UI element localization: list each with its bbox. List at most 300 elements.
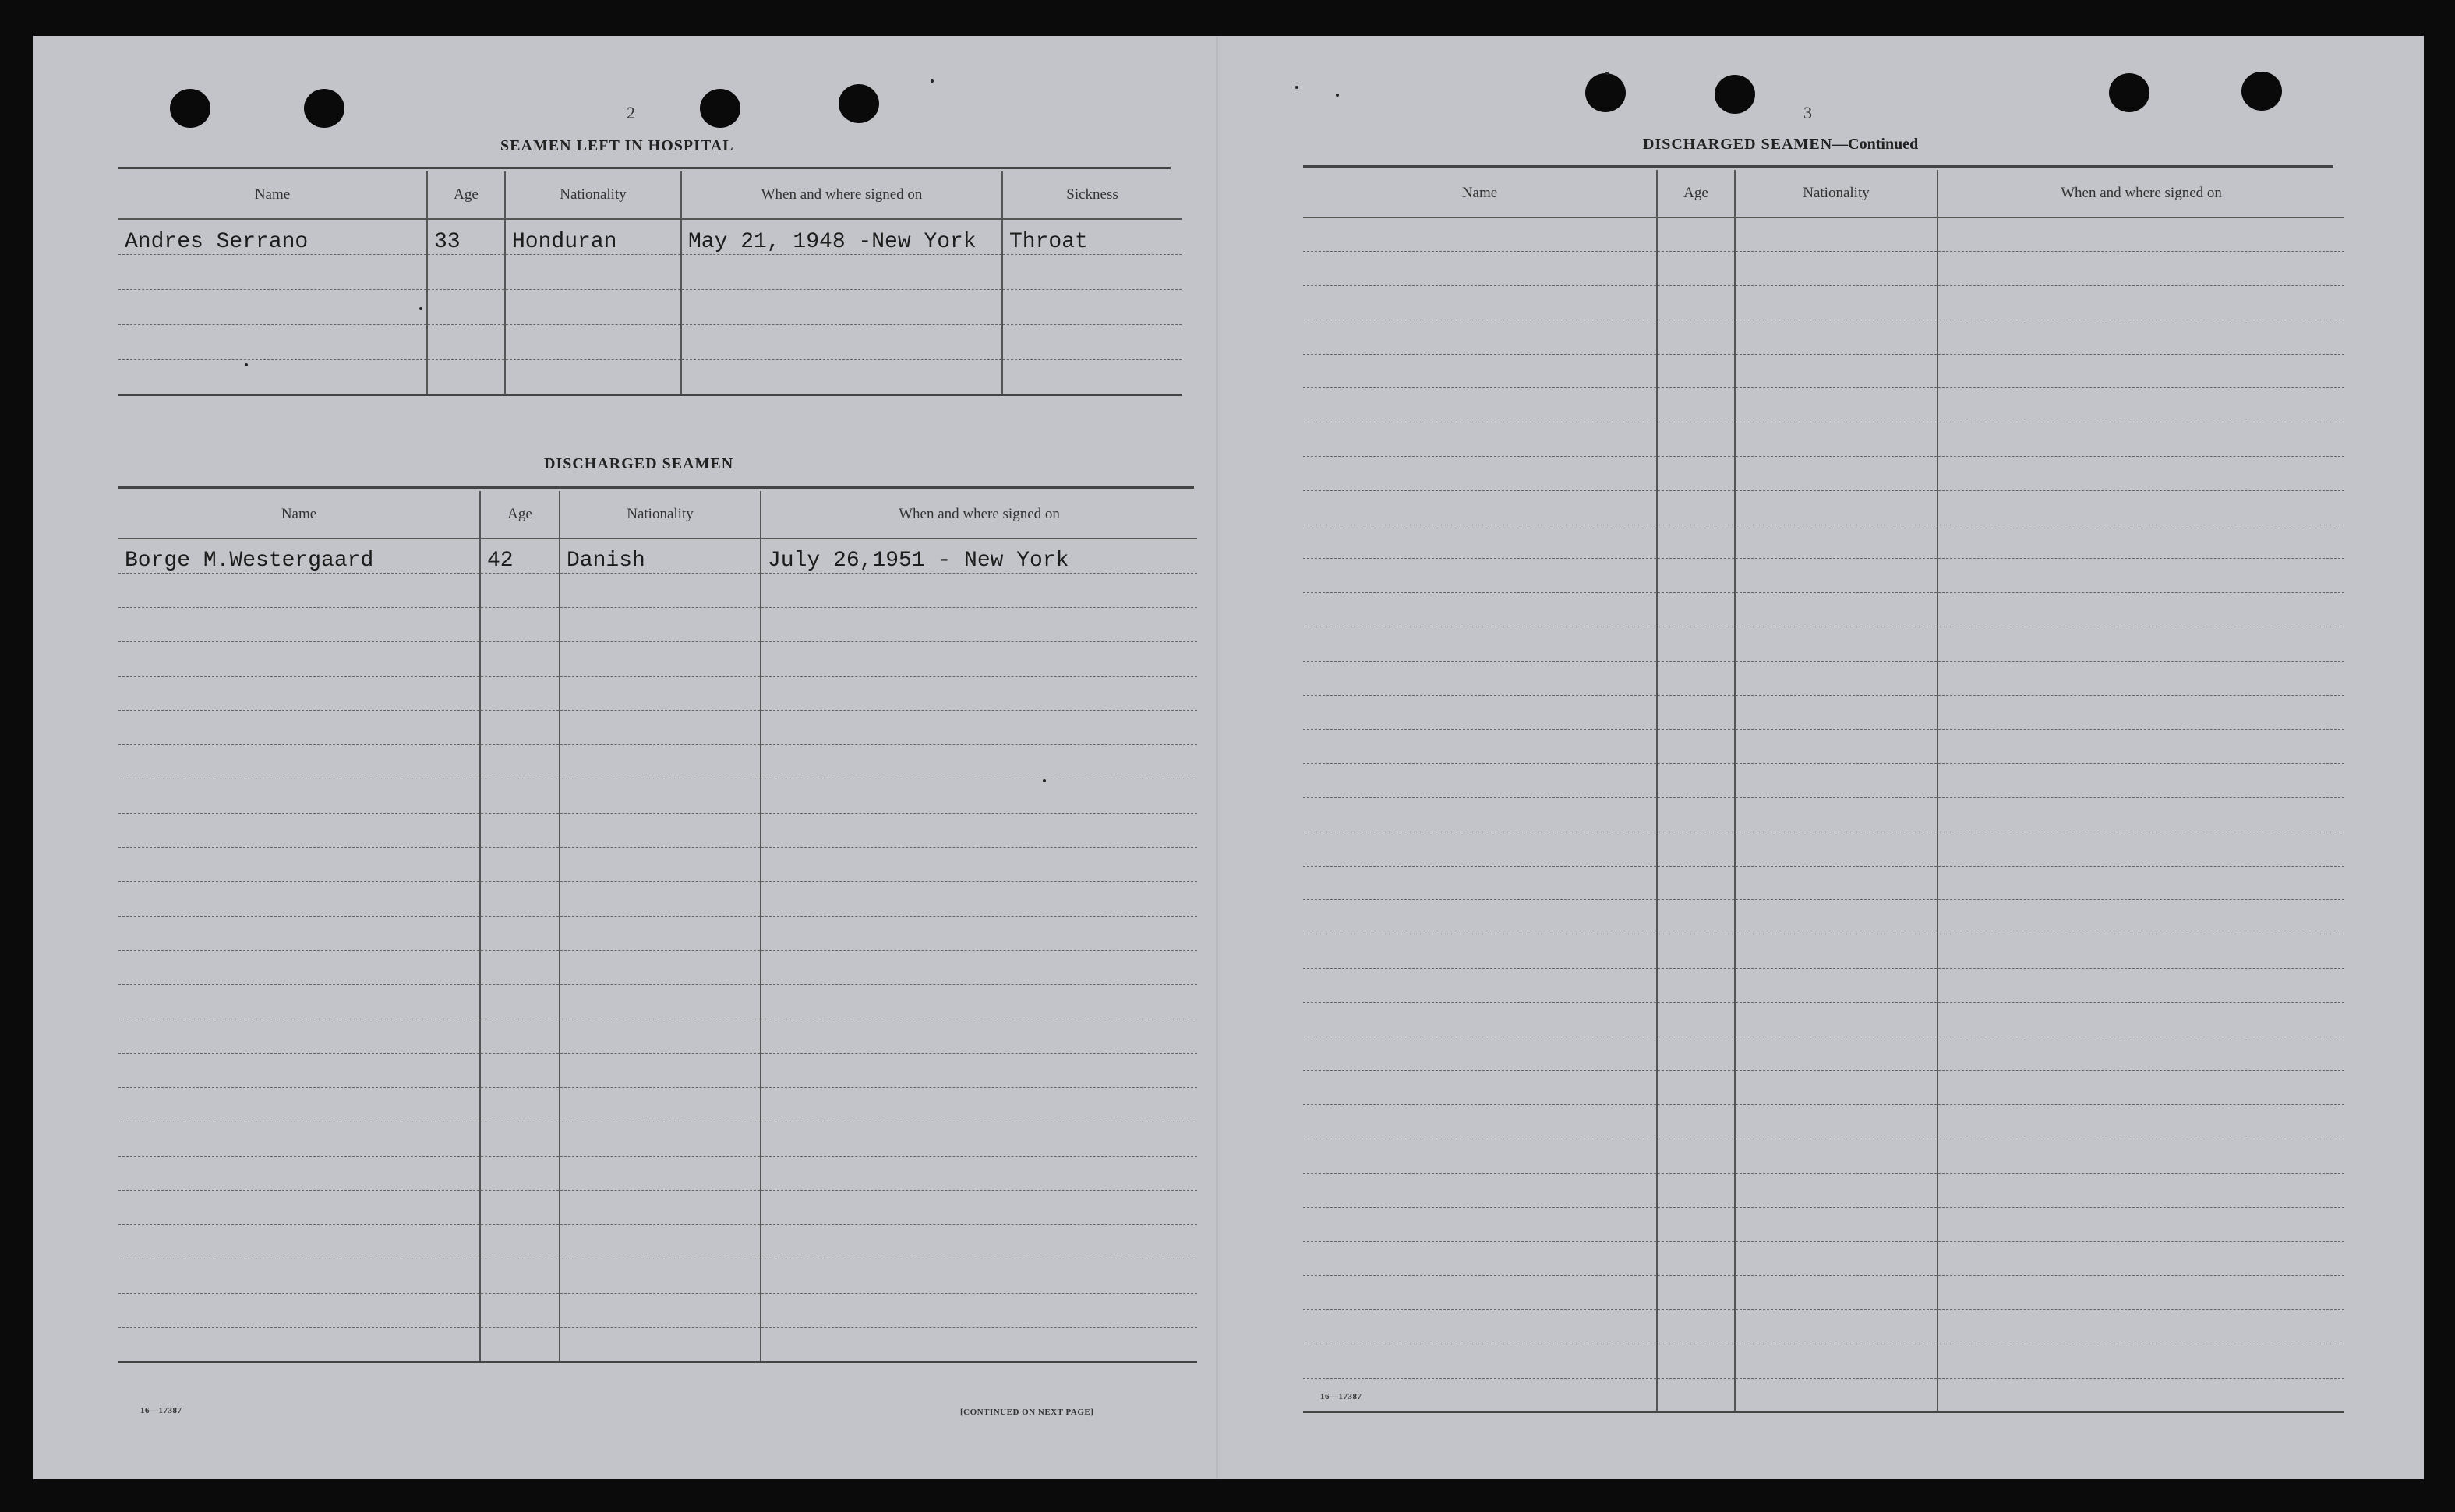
table-cell <box>761 710 1197 744</box>
table-row <box>118 1293 1197 1327</box>
table-cell <box>560 573 761 607</box>
punch-hole <box>1715 75 1755 114</box>
table-cell <box>761 881 1197 916</box>
table-cell <box>1938 1310 2344 1344</box>
table-row <box>1303 798 2344 832</box>
divider-line <box>118 486 1194 489</box>
table-cell <box>1938 1344 2344 1378</box>
table-cell <box>118 1259 480 1293</box>
table-row <box>118 984 1197 1019</box>
page-number: 3 <box>1803 103 1812 122</box>
table-cell <box>1735 422 1938 457</box>
table-cell <box>1938 286 2344 320</box>
table-cell <box>480 1190 560 1224</box>
table-cell <box>560 744 761 779</box>
table-cell: Andres Serrano <box>118 219 427 254</box>
table-header-row <box>118 171 1182 219</box>
table-cell <box>480 1019 560 1053</box>
table-cell <box>1303 1242 1657 1276</box>
table-cell <box>1657 1037 1735 1071</box>
table-cell <box>1938 559 2344 593</box>
table-row <box>1303 593 2344 627</box>
table-cell <box>1657 217 1735 252</box>
table-cell <box>1303 661 1657 695</box>
table-cell <box>1657 1002 1735 1037</box>
table-cell <box>1735 900 1938 934</box>
table-cell <box>681 324 1002 359</box>
table-cell <box>1303 1037 1657 1071</box>
table-cell <box>118 1087 480 1122</box>
table-cell <box>1735 695 1938 730</box>
table-cell <box>560 881 761 916</box>
table-row <box>118 254 1182 289</box>
table-row <box>118 1327 1197 1362</box>
table-cell <box>1657 457 1735 491</box>
table-cell <box>1657 866 1735 900</box>
table-cell: Throat <box>1002 219 1182 254</box>
table-cell <box>1657 490 1735 525</box>
table-cell <box>1735 457 1938 491</box>
table-cell <box>1735 1242 1938 1276</box>
table-cell <box>118 573 480 607</box>
table-cell <box>1938 900 2344 934</box>
table-row <box>1303 1207 2344 1242</box>
table-cell <box>761 1190 1197 1224</box>
table-row <box>118 324 1182 359</box>
table-cell <box>761 984 1197 1019</box>
table-cell <box>118 359 427 394</box>
table-cell <box>118 641 480 676</box>
table-cell <box>761 607 1197 641</box>
table-cell <box>427 324 505 359</box>
table-row <box>1303 1173 2344 1207</box>
table-cell <box>480 607 560 641</box>
table-cell <box>1657 1207 1735 1242</box>
table-row <box>1303 900 2344 934</box>
table-cell <box>1735 730 1938 764</box>
table-cell <box>1657 1105 1735 1139</box>
scan-speck <box>245 363 248 366</box>
table-cell <box>1938 832 2344 866</box>
table-row <box>118 641 1197 676</box>
discharged-continued-title <box>1643 136 1918 154</box>
table-cell <box>1657 934 1735 969</box>
table-cell <box>480 676 560 710</box>
table-cell <box>560 1156 761 1190</box>
table-row <box>118 539 1197 573</box>
table-cell <box>1938 422 2344 457</box>
table-row <box>118 950 1197 984</box>
section-title-main: DISCHARGED SEAMEN <box>1643 136 1833 153</box>
table-cell <box>1938 866 2344 900</box>
table-cell <box>1938 1105 2344 1139</box>
table-cell <box>480 950 560 984</box>
table-cell <box>480 881 560 916</box>
table-cell <box>560 1122 761 1156</box>
table-cell <box>1938 1242 2344 1276</box>
table-cell <box>761 1087 1197 1122</box>
table-cell <box>1735 866 1938 900</box>
table-cell <box>560 607 761 641</box>
column-header: Age <box>480 491 560 539</box>
table-cell <box>1938 798 2344 832</box>
table-cell <box>1938 1378 2344 1412</box>
table-cell <box>761 1293 1197 1327</box>
table-cell <box>1938 661 2344 695</box>
table-cell <box>1938 1173 2344 1207</box>
column-header: When and where signed on <box>761 491 1197 539</box>
table-row <box>1303 354 2344 388</box>
table-row <box>1303 286 2344 320</box>
column-header: Nationality <box>1735 170 1938 217</box>
column-header: When and where signed on <box>681 171 1002 219</box>
table-cell <box>1303 1139 1657 1174</box>
table-cell <box>118 984 480 1019</box>
table-cell <box>560 779 761 813</box>
table-cell <box>480 1327 560 1362</box>
table-row <box>118 289 1182 324</box>
table-row <box>1303 1378 2344 1412</box>
table-row <box>1303 490 2344 525</box>
table-cell <box>1938 695 2344 730</box>
table-cell <box>1657 1344 1735 1378</box>
table-cell <box>560 950 761 984</box>
table-row <box>118 1224 1197 1259</box>
table-cell <box>1303 1173 1657 1207</box>
table-cell <box>1657 900 1735 934</box>
table-cell <box>681 289 1002 324</box>
table-row <box>118 359 1182 394</box>
table-row <box>1303 934 2344 969</box>
table-cell <box>1303 252 1657 286</box>
table-row <box>118 1156 1197 1190</box>
table-cell <box>480 1122 560 1156</box>
table-row <box>1303 457 2344 491</box>
table-cell <box>1657 695 1735 730</box>
scan-speck <box>1336 94 1339 97</box>
table-cell <box>1735 1310 1938 1344</box>
column-header: Age <box>1657 170 1735 217</box>
table-cell <box>761 573 1197 607</box>
table-cell <box>761 779 1197 813</box>
table-cell <box>1735 934 1938 969</box>
table-row <box>118 1190 1197 1224</box>
table-cell <box>118 1224 480 1259</box>
discharged-section-title: DISCHARGED SEAMEN <box>544 455 734 472</box>
table-cell <box>1938 217 2344 252</box>
table-cell <box>118 847 480 881</box>
table-cell <box>1303 457 1657 491</box>
table-cell <box>1735 1037 1938 1071</box>
table-cell <box>118 289 427 324</box>
table-header-row <box>118 491 1197 539</box>
table-cell <box>1657 1310 1735 1344</box>
table-cell <box>1735 252 1938 286</box>
table-cell <box>1657 661 1735 695</box>
table-row <box>1303 730 2344 764</box>
section-title-continued: —Continued <box>1832 136 1919 153</box>
table-row <box>1303 1037 2344 1071</box>
table-cell <box>118 744 480 779</box>
page-number: 2 <box>627 103 635 122</box>
scan-speck <box>931 79 934 83</box>
scan-speck <box>419 307 422 310</box>
table-cell <box>1735 1276 1938 1310</box>
table-cell <box>1657 593 1735 627</box>
table-row <box>1303 252 2344 286</box>
table-cell <box>761 1156 1197 1190</box>
table-cell <box>1303 217 1657 252</box>
table-cell <box>1938 730 2344 764</box>
table-row <box>1303 1242 2344 1276</box>
table-cell <box>1735 661 1938 695</box>
table-cell <box>681 254 1002 289</box>
table-cell <box>681 359 1002 394</box>
table-cell <box>118 1053 480 1087</box>
table-cell <box>1657 388 1735 422</box>
table-cell <box>1735 969 1938 1003</box>
table-cell <box>1735 320 1938 354</box>
table-row <box>1303 627 2344 662</box>
table-cell <box>761 1019 1197 1053</box>
table-row <box>118 847 1197 881</box>
table-cell <box>1002 254 1182 289</box>
table-cell <box>1657 1139 1735 1174</box>
table-cell <box>1303 388 1657 422</box>
divider-line <box>1303 165 2333 168</box>
table-row <box>1303 525 2344 559</box>
form-code: 16—17387 <box>1320 1392 1362 1401</box>
table-cell <box>1002 289 1182 324</box>
table-row <box>118 779 1197 813</box>
table-cell <box>1938 252 2344 286</box>
punch-hole <box>2109 73 2149 112</box>
table-cell <box>560 710 761 744</box>
document-sheet <box>33 36 2424 1479</box>
table-cell <box>560 1087 761 1122</box>
table-cell <box>560 1327 761 1362</box>
table-cell <box>1735 627 1938 662</box>
table-row <box>1303 320 2344 354</box>
table-cell <box>118 1190 480 1224</box>
table-cell <box>505 254 681 289</box>
column-header: Age <box>427 171 505 219</box>
table-cell <box>1657 832 1735 866</box>
table-cell <box>560 1019 761 1053</box>
scan-speck <box>1043 779 1046 782</box>
table-cell <box>1657 559 1735 593</box>
table-row <box>1303 1139 2344 1174</box>
table-row <box>1303 559 2344 593</box>
table-row <box>1303 1310 2344 1344</box>
table-cell <box>560 676 761 710</box>
table-cell <box>427 254 505 289</box>
table-header-row <box>1303 170 2344 217</box>
table-cell <box>480 641 560 676</box>
divider-line <box>118 167 1171 169</box>
table-row <box>1303 969 2344 1003</box>
table-row <box>118 607 1197 641</box>
table-cell <box>480 744 560 779</box>
table-cell <box>1735 798 1938 832</box>
table-cell <box>761 676 1197 710</box>
table-cell <box>1938 627 2344 662</box>
table-cell <box>1303 1344 1657 1378</box>
table-cell <box>1735 286 1938 320</box>
punch-hole <box>700 89 740 128</box>
table-cell <box>1303 354 1657 388</box>
table-cell <box>1657 730 1735 764</box>
table-cell <box>1002 359 1182 394</box>
table-cell <box>1938 593 2344 627</box>
table-cell <box>480 1156 560 1190</box>
table-cell <box>505 289 681 324</box>
table-cell <box>480 1224 560 1259</box>
table-cell <box>480 984 560 1019</box>
table-cell <box>118 1156 480 1190</box>
table-cell <box>1657 1071 1735 1105</box>
table-cell <box>761 641 1197 676</box>
table-row <box>118 573 1197 607</box>
table-row <box>118 1087 1197 1122</box>
punch-hole <box>839 84 879 123</box>
table-cell <box>427 359 505 394</box>
scan-speck <box>1295 86 1298 89</box>
table-cell <box>1303 320 1657 354</box>
table-cell: May 21, 1948 -New York <box>681 219 1002 254</box>
table-cell <box>118 1122 480 1156</box>
table-cell <box>427 289 505 324</box>
table-cell <box>1938 525 2344 559</box>
table-cell <box>480 1087 560 1122</box>
table-cell <box>761 1122 1197 1156</box>
table-cell <box>118 710 480 744</box>
table-cell <box>1735 1071 1938 1105</box>
table-cell <box>1303 490 1657 525</box>
table-cell <box>1735 593 1938 627</box>
table-cell <box>1657 422 1735 457</box>
table-cell <box>118 676 480 710</box>
table-cell: 33 <box>427 219 505 254</box>
table-cell <box>560 1293 761 1327</box>
table-cell <box>480 573 560 607</box>
form-code: 16—17387 <box>140 1406 182 1415</box>
table-cell <box>1657 320 1735 354</box>
table-cell <box>1303 1310 1657 1344</box>
table-cell <box>1303 695 1657 730</box>
hospital-table <box>118 171 1182 396</box>
table-cell <box>1657 798 1735 832</box>
table-row <box>1303 661 2344 695</box>
table-cell: Danish <box>560 539 761 573</box>
table-cell <box>1735 1105 1938 1139</box>
table-cell: Honduran <box>505 219 681 254</box>
table-cell <box>1303 832 1657 866</box>
table-cell <box>560 984 761 1019</box>
table-cell <box>1657 1173 1735 1207</box>
table-cell <box>480 1259 560 1293</box>
table-row <box>1303 422 2344 457</box>
table-cell <box>118 1327 480 1362</box>
table-cell <box>118 1293 480 1327</box>
table-cell <box>761 1259 1197 1293</box>
table-cell <box>1735 388 1938 422</box>
hospital-section-title: SEAMEN LEFT IN HOSPITAL <box>500 137 734 154</box>
table-cell <box>1735 490 1938 525</box>
table-cell <box>761 1053 1197 1087</box>
table-cell <box>1735 1173 1938 1207</box>
table-cell <box>1735 217 1938 252</box>
column-header: Nationality <box>505 171 681 219</box>
table-cell <box>1657 1242 1735 1276</box>
table-cell <box>1303 1105 1657 1139</box>
table-cell <box>1938 1276 2344 1310</box>
table-row <box>1303 1002 2344 1037</box>
table-cell <box>560 641 761 676</box>
table-row <box>118 219 1182 254</box>
continued-note: [CONTINUED ON NEXT PAGE] <box>960 1408 1094 1417</box>
table-cell <box>560 1224 761 1259</box>
table-row <box>118 676 1197 710</box>
table-cell <box>1735 764 1938 798</box>
table-cell <box>1303 422 1657 457</box>
table-cell <box>1303 969 1657 1003</box>
table-cell <box>118 881 480 916</box>
table-cell <box>1303 730 1657 764</box>
table-row <box>1303 217 2344 252</box>
table-row <box>1303 866 2344 900</box>
table-cell <box>480 710 560 744</box>
table-cell <box>1303 627 1657 662</box>
table-row <box>1303 695 2344 730</box>
table-cell <box>560 1259 761 1293</box>
table-row <box>118 1053 1197 1087</box>
table-cell <box>560 1190 761 1224</box>
table-row <box>1303 1071 2344 1105</box>
table-cell <box>118 779 480 813</box>
table-cell <box>761 916 1197 950</box>
table-cell <box>1303 1002 1657 1037</box>
table-cell <box>560 813 761 847</box>
table-cell <box>1735 1344 1938 1378</box>
table-cell <box>1938 354 2344 388</box>
table-cell <box>1657 969 1735 1003</box>
table-cell <box>1938 764 2344 798</box>
table-cell <box>118 813 480 847</box>
table-cell <box>1657 1378 1735 1412</box>
table-cell <box>761 847 1197 881</box>
table-cell <box>1735 832 1938 866</box>
table-cell <box>1303 286 1657 320</box>
table-cell <box>1657 764 1735 798</box>
scan-speck <box>1605 72 1609 75</box>
table-cell <box>118 1019 480 1053</box>
table-row <box>118 744 1197 779</box>
table-cell <box>1303 764 1657 798</box>
table-cell <box>1735 354 1938 388</box>
table-cell <box>480 847 560 881</box>
table-cell <box>118 916 480 950</box>
table-cell <box>1735 1378 1938 1412</box>
table-cell <box>480 916 560 950</box>
table-cell: July 26,1951 - New York <box>761 539 1197 573</box>
table-cell <box>1735 1002 1938 1037</box>
table-cell <box>1303 525 1657 559</box>
table-cell <box>1657 354 1735 388</box>
table-cell <box>1303 1207 1657 1242</box>
punch-hole <box>2241 72 2282 111</box>
table-cell <box>1938 490 2344 525</box>
